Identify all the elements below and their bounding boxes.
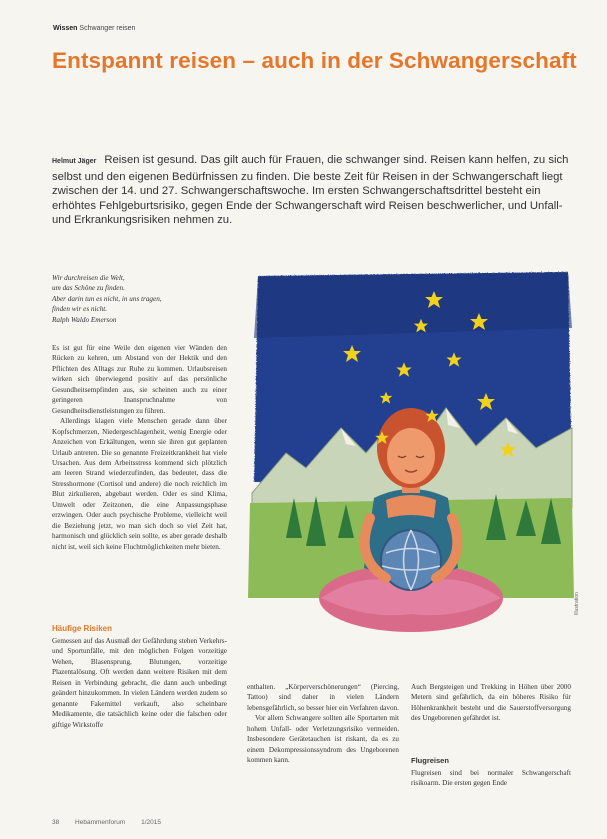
illustration-meditating-pregnant-woman bbox=[246, 268, 576, 668]
epigraph-quote bbox=[52, 273, 227, 325]
magazine-name: Hebammenforum bbox=[75, 819, 126, 826]
lead-text: Reisen ist gesund. Das gilt auch für Frauen, die schwanger sind. Reisen kann helfen, zu sich selbst und den eigenen Bedürfnissen zu finden. Die beste Zeit für Reisen in der Schwangerschaft liegt zwischen der 14. und 27. Schwangerschaftswoche. Im ersten Schwangerschaftsdrittel besteht ein erhöhtes Fehlgeburtsrisiko, gegen Ende der Schwangerschaft wird Reisen beschwerlicher, und Unfall- und Erkrankungsrisiken nehmen zu. bbox=[52, 154, 569, 227]
quote-author: Ralph Waldo Emerson bbox=[52, 315, 117, 324]
quote-line: Aber darin tun es nicht, in uns tragen, bbox=[52, 294, 162, 303]
lead-paragraph bbox=[52, 153, 572, 228]
body-paragraph: enthalten. „Körperverschönerungen“ (Piercing, Tattoo) sind daher in vielen Ländern lebensgefährlich, so besser hier ein Verfahren davon. bbox=[247, 683, 399, 712]
breadcrumb-topic: Schwanger reisen bbox=[79, 25, 136, 32]
illustration-credit: Illustration bbox=[574, 592, 580, 615]
body-column-2 bbox=[247, 682, 399, 766]
body-column-3: Auch Bergsteigen und Trekking in Höhen über 2000 Metern sind gefährlich, da ein höheres Risiko für Höhenkrankheit besteht und die Sauerstoffversorgung des Ungeborenen gefährdet ist. bbox=[411, 683, 571, 723]
subheading-flights: Flugreisen bbox=[411, 756, 449, 765]
body-column-1 bbox=[52, 343, 227, 552]
body-paragraph: Allerdings klagen viele Menschen gerade dann über Kopfschmerzen, Niedergeschlagenheit, wenig Energie oder Anzeichen von Erkältungen, wenn sie ihren gut geplanten Urlaub antreten. Die so genannte Freizeitkrankheit hat viele Ursachen. Aus dem Arbeitsstress kommend sich plötzlich am leeren Strand wiederzufinden, das bedeutet, dass die Stresshormone (Cortisol und andere) die noch reichlich im Blut zirkulieren, abgebaut werden. Oder es sind Klima, Umwelt oder Zeitzonen, die eine Anpassungsphase erzwingen. Oder auch psychische Probleme, vielleicht weil die Beziehung jetzt, wo man sich doch so viel Zeit hat, harmonisch und glücklich sein sollte, es aber gerade deshalb nicht ist, weil sich keine Fluchtmöglichkeiten mehr bieten. bbox=[52, 417, 227, 551]
body-paragraph: Flugreisen sind bei normaler Schwangerschaft risikoarm. Die ersten gegen Ende bbox=[411, 769, 571, 788]
page-footer bbox=[52, 819, 175, 826]
page-number: 38 bbox=[52, 819, 60, 826]
article-title: Entspannt reisen – auch in der Schwangerschaft bbox=[52, 48, 577, 73]
author-name: Helmut Jäger bbox=[52, 158, 97, 165]
quote-line: Wir durchreisen die Welt, bbox=[52, 274, 125, 282]
body-paragraph: Es ist gut für eine Weile den eigenen vier Wänden den Rücken zu kehren, um Abstand von der Hektik und den Pflichten des Alltags zur Ruhe zu kommen. Urlaubsreisen wirken sich überwiegend positiv auf das persönliche Gesundheitsempfinden aus, sie scheinen auch zu einer geringeren Inanspruchnahme von Gesundheitsdienstleistungen zu führen. bbox=[52, 344, 227, 415]
issue-number: 1/2015 bbox=[141, 819, 161, 826]
subheading-risks: Häufige Risiken bbox=[52, 624, 113, 633]
quote-line: finden wir es nicht. bbox=[52, 305, 108, 314]
body-paragraph: Gemessen auf das Ausmaß der Gefährdung stehen Verkehrs- und Sportunfälle, mit den möglichen Folgen vorzeitige Wehen, Blasensprung, Blutungen, vorzeitige Plazentalösung. Oft werden dann weitere Risiken mit dem Reisen in Verbindung gebracht, die dann auch unbedingt geändert hinzukommen. In vielen Ländern werden zudem so genannte Fakemittel verkauft, also scheinbare Medikamente, die tatsächlich keine oder die falschen oder giftige Wirkstoffe bbox=[52, 637, 227, 729]
breadcrumb bbox=[53, 25, 135, 32]
breadcrumb-section: Wissen bbox=[53, 25, 78, 32]
body-paragraph: Vor allem Schwangere sollten alle Sportarten mit hohem Unfall- oder Verletzungsrisiko vermeiden. Insbesondere Gerätetauchen ist riskant, da es zu einem Dekompressionssyndrom des Ungeborenen kommen kann. bbox=[247, 714, 399, 765]
quote-line: um das Schöne zu finden. bbox=[52, 284, 125, 293]
